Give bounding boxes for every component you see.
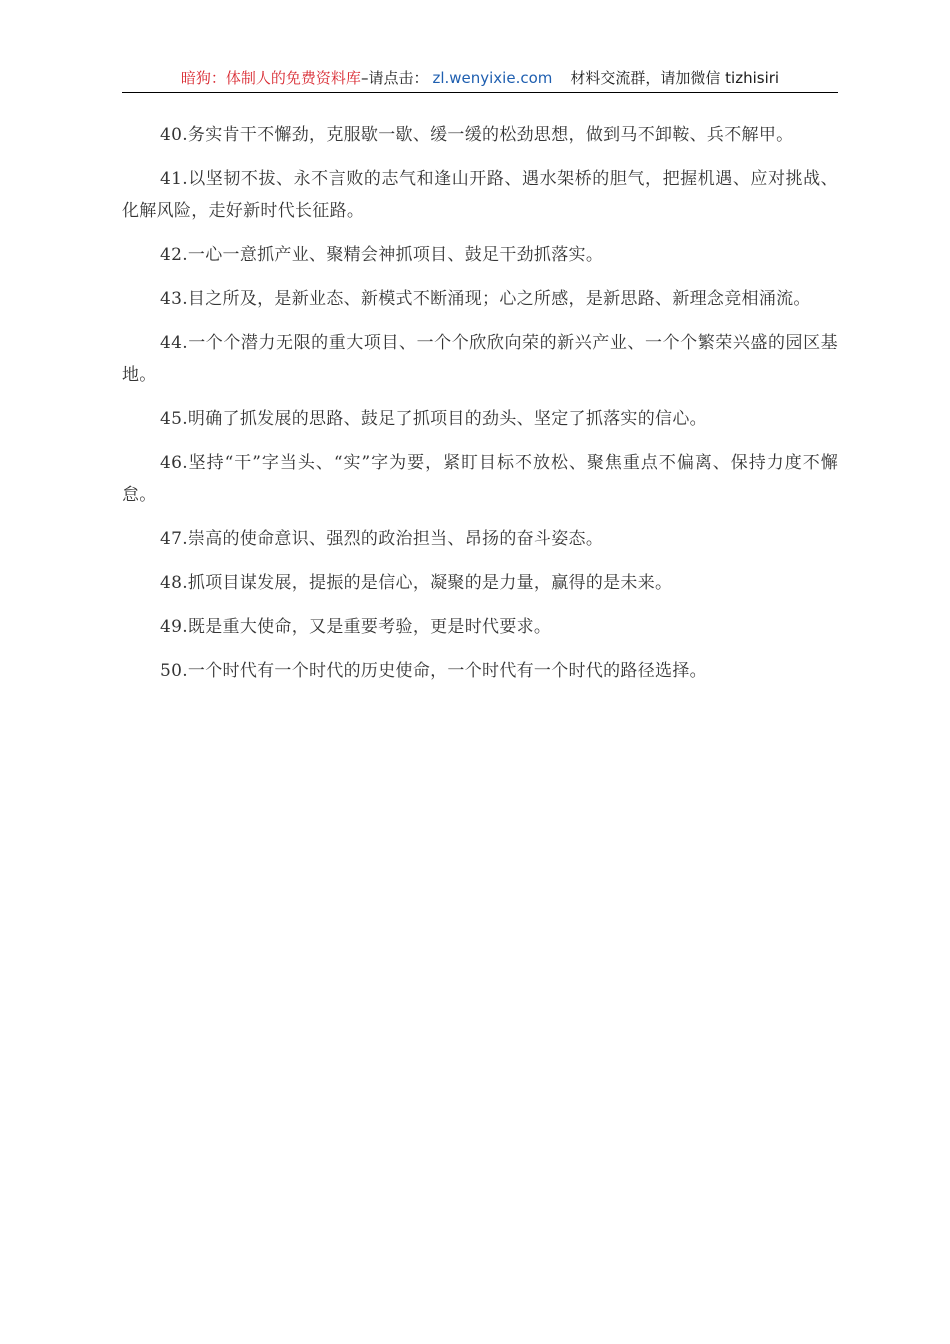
list-item: 41.以坚韧不拔、永不言败的志气和逢山开路、遇水架桥的胆气，把握机遇、应对挑战、化解风险，走好新时代长征路。	[122, 169, 838, 221]
list-item: 43.目之所及，是新业态、新模式不断涌现；心之所感，是新思路、新理念竞相涌流。	[160, 289, 811, 309]
list-item: 40.务实肯干不懈劲，克服歇一歇、缓一缓的松劲思想，做到马不卸鞍、兵不解甲。	[160, 125, 794, 145]
list-item: 45.明确了抓发展的思路、鼓足了抓项目的劲头、坚定了抓落实的信心。	[160, 409, 707, 429]
list-item: 47.崇高的使命意识、强烈的政治担当、昂扬的奋斗姿态。	[160, 529, 604, 549]
page-header	[122, 64, 838, 93]
list-item: 46.坚持“干”字当头、“实”字为要，紧盯目标不放松、聚焦重点不偏离、保持力度不懈怠。	[122, 453, 838, 505]
list-item: 48.抓项目谋发展，提振的是信心，凝聚的是力量，赢得的是未来。	[160, 573, 673, 593]
header-prompt: –请点击：	[360, 69, 429, 87]
list-item: 44.一个个潜力无限的重大项目、一个个欣欣向荣的新兴产业、一个个繁荣兴盛的园区基地。	[122, 333, 838, 385]
document-body	[122, 119, 838, 699]
list-item: 49.既是重大使命，又是重要考验，更是时代要求。	[160, 617, 552, 637]
list-item: 42.一心一意抓产业、聚精会神抓项目、鼓足干劲抓落实。	[160, 245, 604, 265]
list-item: 50.一个时代有一个时代的历史使命，一个时代有一个时代的路径选择。	[160, 661, 707, 681]
header-brand: 暗狗：体制人的免费资料库	[180, 69, 361, 87]
header-group-info: 材料交流群，请加微信 tizhisiri	[570, 69, 780, 87]
header-link[interactable]: zl.wenyixie.com	[432, 69, 553, 87]
